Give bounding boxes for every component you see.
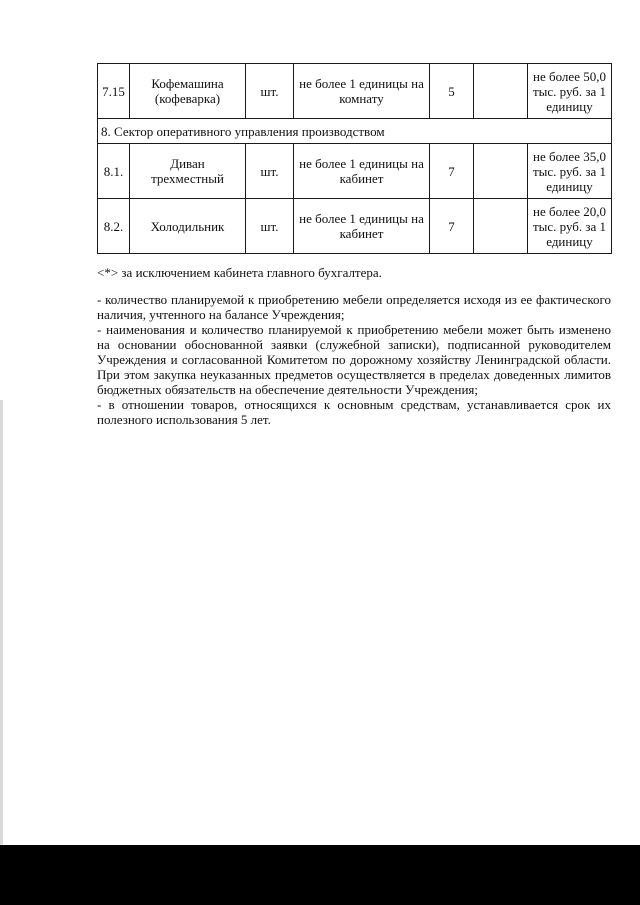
cell-quantity: не более 1 единицы на комнату — [294, 64, 430, 119]
note-paragraph: - в отношении товаров, относящихся к основным средствам, устанавливается срок их полезного использования 5 лет. — [97, 397, 611, 427]
cell-price: не более 35,0 тыс. руб. за 1 единицу — [528, 144, 612, 199]
cell-name: Холодильник — [130, 199, 246, 254]
cell-unit: шт. — [246, 144, 294, 199]
cell-years: 7 — [430, 144, 474, 199]
cell-years: 7 — [430, 199, 474, 254]
note-paragraph: - количество планируемой к приобретению мебели определяется исходя из ее фактического наличия, учтенного на балансе Учреждения; — [97, 292, 611, 322]
section-title: 8. Сектор оперативного управления производством — [98, 119, 612, 144]
note-paragraph: - наименования и количество планируемой к приобретению мебели может быть изменено на основании обоснованной заявки (служебной записки), подписанной руководителем Учреждения и согласованной Комитетом по дорожному хозяйству Ленинградской области. При этом закупка неуказанных предметов осуществляется в пределах доведенных лимитов бюджетных обязательств на обеспечение деятельности Учреждения; — [97, 322, 611, 397]
table-row — [98, 64, 612, 119]
table-row — [98, 199, 612, 254]
cell-name: Диван трехместный — [130, 144, 246, 199]
cell-number: 8.2. — [98, 199, 130, 254]
cell-extra — [474, 144, 528, 199]
cell-quantity: не более 1 единицы на кабинет — [294, 199, 430, 254]
cell-unit: шт. — [246, 199, 294, 254]
notes-block — [97, 292, 611, 427]
furniture-norms-table — [97, 63, 612, 254]
cell-extra — [474, 64, 528, 119]
cell-unit: шт. — [246, 64, 294, 119]
cell-number: 8.1. — [98, 144, 130, 199]
cell-years: 5 — [430, 64, 474, 119]
page-edge-shadow — [0, 400, 3, 845]
table-row — [98, 144, 612, 199]
cell-quantity: не более 1 единицы на кабинет — [294, 144, 430, 199]
scan-bottom-bar — [0, 845, 640, 905]
cell-extra — [474, 199, 528, 254]
cell-price: не более 50,0 тыс. руб. за 1 единицу — [528, 64, 612, 119]
cell-number: 7.15 — [98, 64, 130, 119]
cell-price: не более 20,0 тыс. руб. за 1 единицу — [528, 199, 612, 254]
table-section-row — [98, 119, 612, 144]
cell-name: Кофемашина (кофеварка) — [130, 64, 246, 119]
footnote: <*> за исключением кабинета главного бухгалтера. — [97, 265, 382, 280]
